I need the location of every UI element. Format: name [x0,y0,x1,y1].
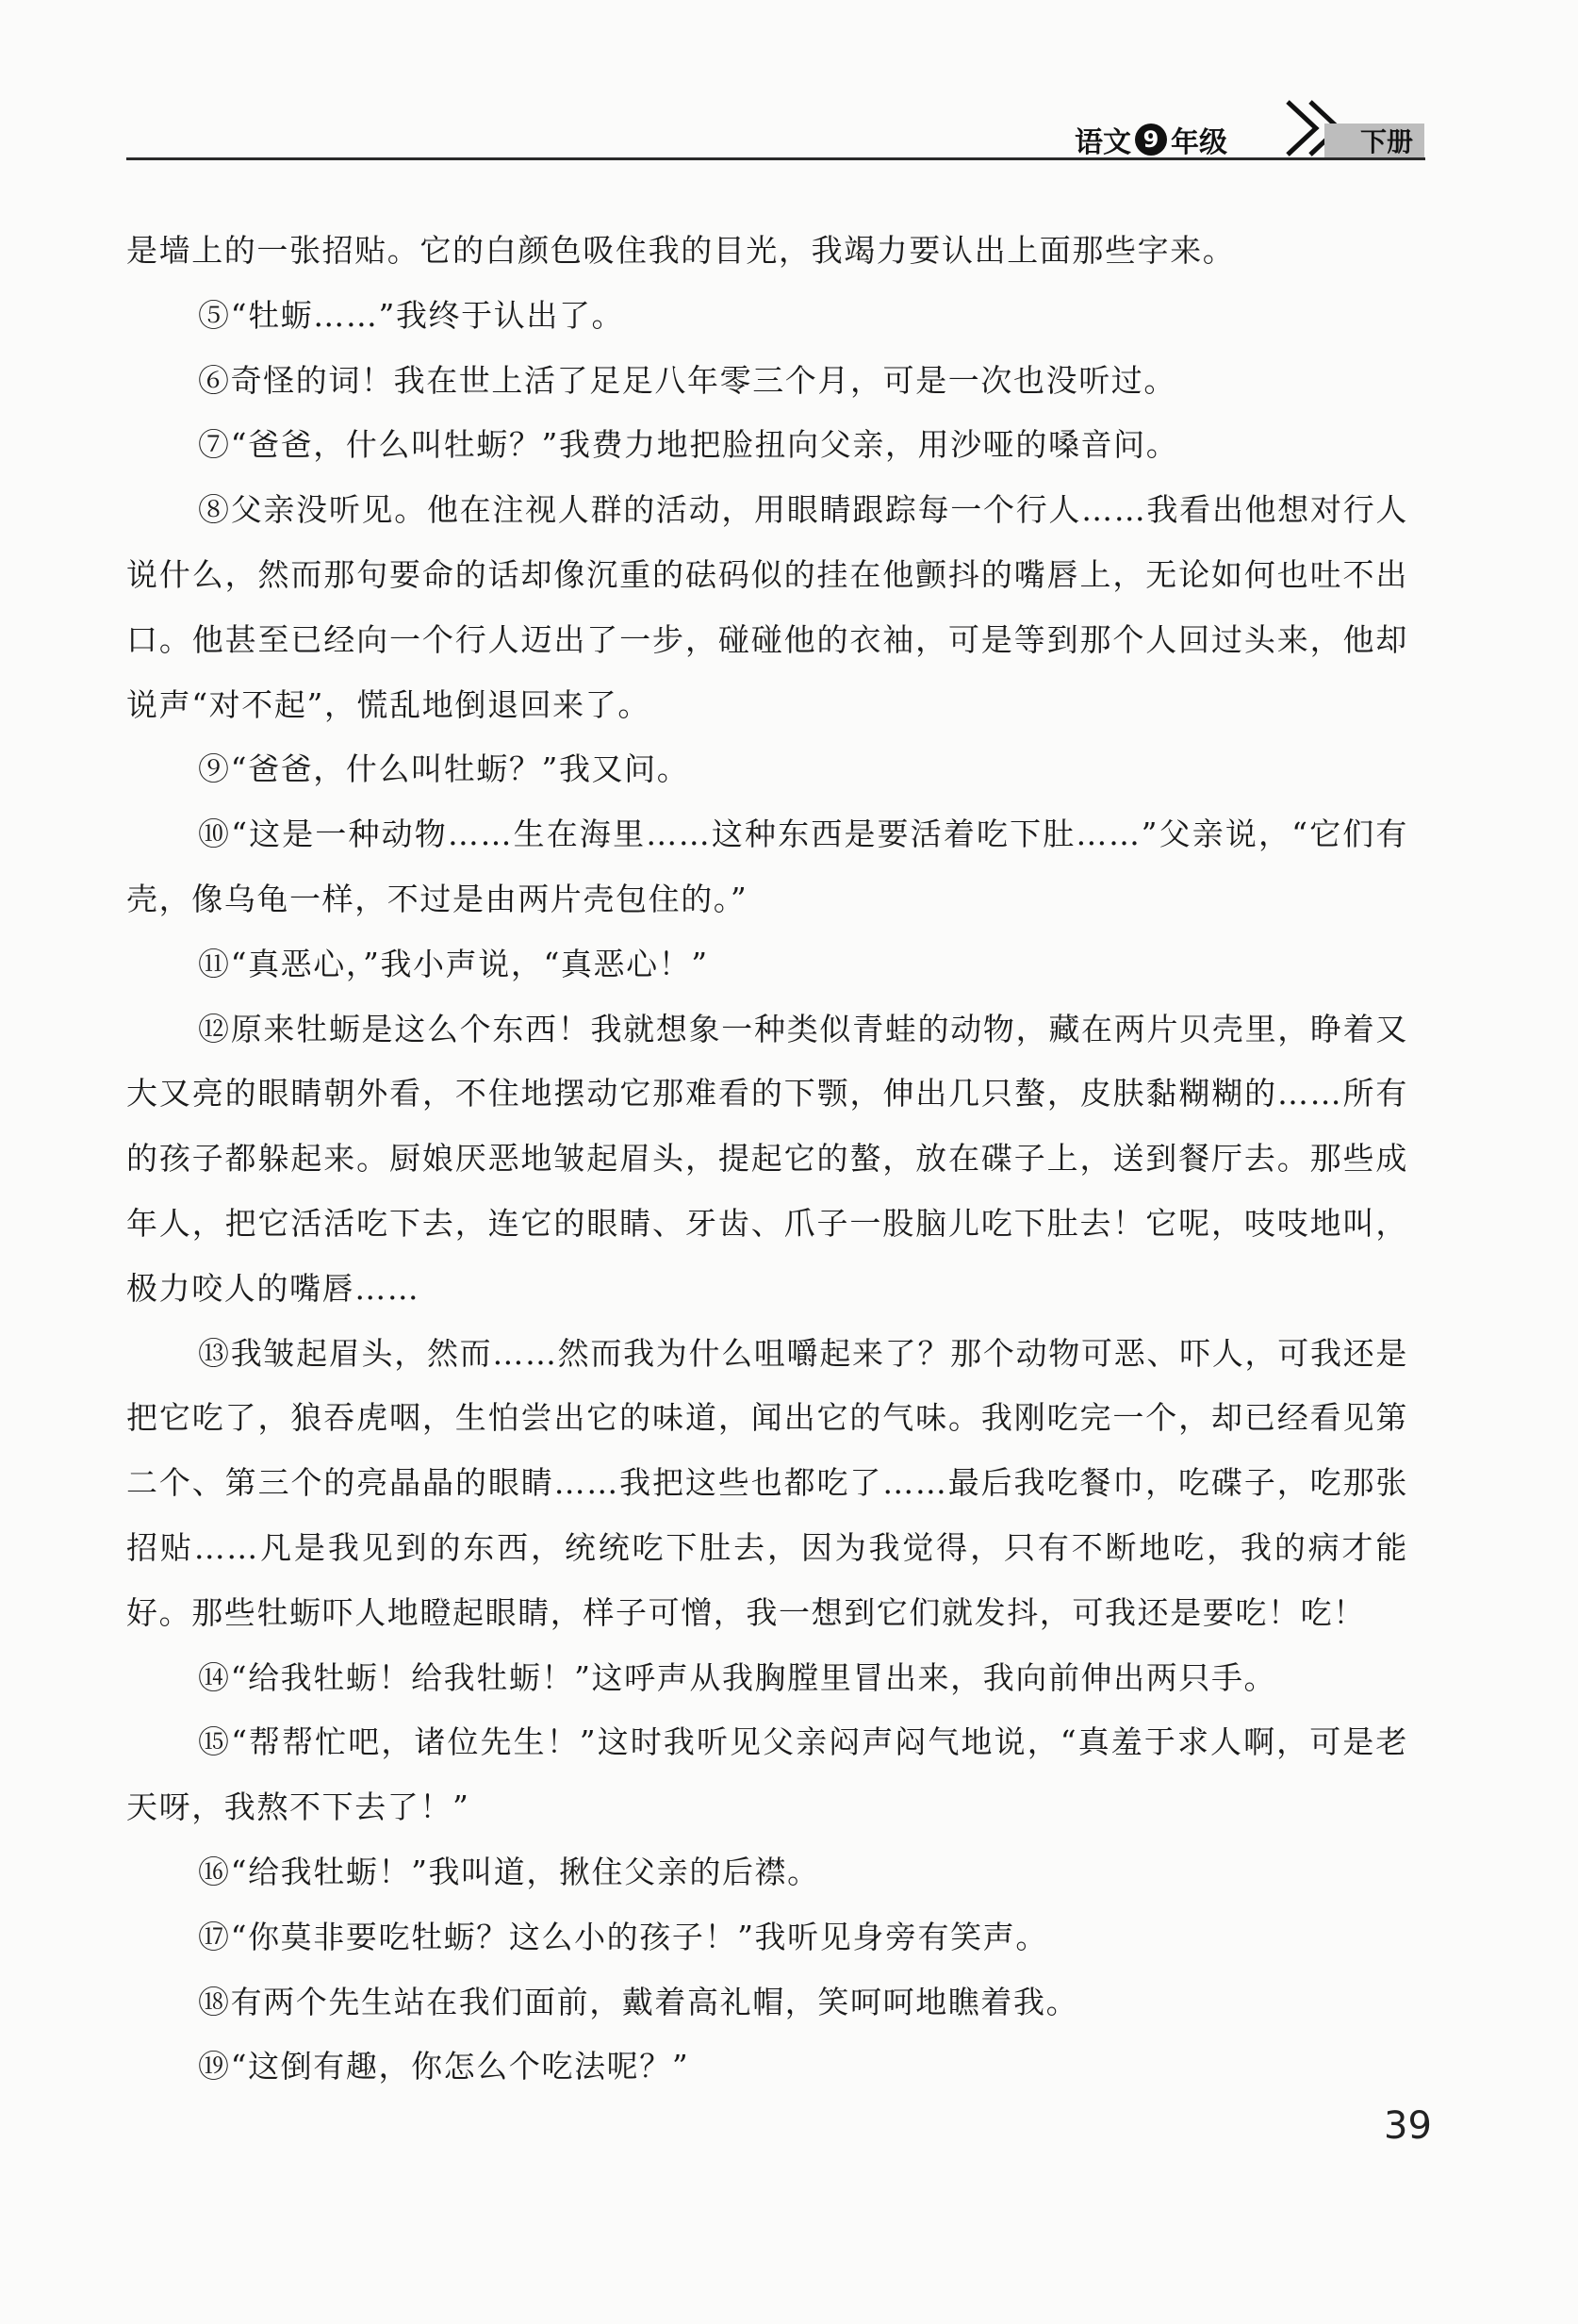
paragraph: ⑪“真恶心，”我小声说，“真恶心！” [198,945,709,982]
paragraph: ⑩“这是一种动物……生在海里……这种东西是要活着吃下肚……”父亲说，“它们有壳，像乌龟一样，不过是由两片壳包住的。” [126,816,1408,917]
header-grade-suffix: 年级 [1171,126,1227,159]
paragraph: ⑱有两个先生站在我们面前，戴着高礼帽，笑呵呵地瞧着我。 [198,1983,1079,2020]
header-volume-label: 下册 [1359,126,1413,157]
paragraph: ⑭“给我牡蛎！给我牡蛎！”这呼声从我胸膛里冒出来，我向前伸出两只手。 [198,1658,1277,1696]
header-grade-number: 9 [1135,124,1167,156]
paragraph: ⑥奇怪的词！我在世上活了足足八年零三个月，可是一次也没听过。 [198,361,1176,399]
page-number: 39 [1384,2104,1432,2148]
article-body [126,219,1408,2100]
paragraph: ⑦“爸爸，什么叫牡蛎？”我费力地把脸扭向父亲，用沙哑的嗓音问。 [198,426,1179,464]
paragraph: ⑤“牡蛎……”我终于认出了。 [198,296,625,334]
paragraph: ⑨“爸爸，什么叫牡蛎？”我又问。 [198,750,690,788]
paragraph: ⑯“给我牡蛎！”我叫道，揪住父亲的后襟。 [198,1853,820,1890]
header-subject: 语文 [1075,126,1131,159]
paragraph: ⑬我皱起眉头，然而……然而我为什么咀嚼起来了？那个动物可恶、吓人，可我还是把它吃了，狼吞虎咽，生怕尝出它的味道，闻出它的气味。我刚吃完一个，却已经看见第二个、第三个的亮晶晶的眼睛……我把这些也都吃了……最后我吃餐巾，吃碟子，吃那张招贴……凡是我见到的东西，统统吃下肚去，因为我觉得，只有不断地吃，我的病才能好。那些牡蛎吓人地瞪起眼睛，样子可憎，我一想到它们就发抖，可我还是要吃！吃！ [126,1334,1408,1631]
paragraph: ⑰“你莫非要吃牡蛎？这么小的孩子！”我听见身旁有笑声。 [198,1918,1048,1955]
paragraph: ⑲“这倒有趣，你怎么个吃法呢？” [198,2048,690,2085]
paragraph: ⑧父亲没听见。他在注视人群的活动，用眼睛跟踪每一个行人……我看出他想对行人说什么，然而那句要命的话却像沉重的砝码似的挂在他颤抖的嘴唇上，无论如何也吐不出口。他甚至已经向一个行人迈出了一步，碰碰他的衣袖，可是等到那个人回过头来，他却说声“对不起”，慌乱地倒退回来了。 [126,491,1408,723]
header-volume [1324,124,1424,157]
paragraph: 是墙上的一张招贴。它的白颜色吸住我的目光，我竭力要认出上面那些字来。 [126,232,1236,269]
header-label [1075,121,1227,158]
header-rule [126,157,1425,160]
paragraph: ⑫原来牡蛎是这么个东西！我就想象一种类似青蛙的动物，藏在两片贝壳里，睁着又大又亮的眼睛朝外看，不住地摆动它那难看的下颚，伸出几只螯，皮肤黏糊糊的……所有的孩子都躲起来。厨娘厌恶地皱起眉头，提起它的螯，放在碟子上，送到餐厅去。那些成年人，把它活活吃下去，连它的眼睛、牙齿、爪子一股脑儿吃下肚去！它呢，吱吱地叫，极力咬人的嘴唇…… [126,1010,1408,1307]
paragraph: ⑮“帮帮忙吧，诸位先生！”这时我听见父亲闷声闷气地说，“真羞于求人啊，可是老天呀，我熬不下去了！” [126,1723,1408,1826]
